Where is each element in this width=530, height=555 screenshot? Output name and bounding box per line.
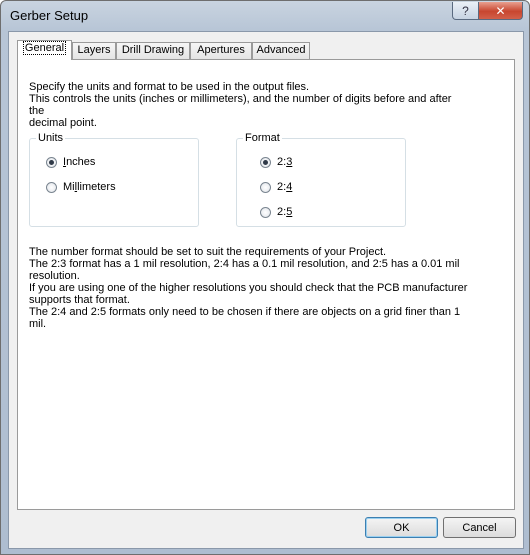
dialog-client-area <box>8 31 524 549</box>
radio-checked-icon <box>46 157 57 168</box>
intro-line: Specify the units and format to be used in the output files. <box>29 81 310 93</box>
format-group <box>236 132 406 227</box>
note-line: The 2:3 format has a 1 mil resolution, 2:4 has a 0.1 mil resolution, and 2:5 has a 0.01 mil <box>29 258 460 270</box>
units-millimeters-label: Millimeters <box>63 181 116 193</box>
radio-unchecked-icon <box>46 182 57 193</box>
close-button[interactable] <box>478 2 523 20</box>
note-line: The 2:4 and 2:5 formats only need to be chosen if there are objects on a grid finer than 1 <box>29 306 461 318</box>
format-2-4-label: 2:4 <box>277 181 293 193</box>
units-group <box>29 132 199 227</box>
intro-line: decimal point. <box>29 117 97 129</box>
note-line: supports that format. <box>29 294 130 306</box>
general-tab-panel <box>17 59 515 510</box>
format-2-5-radio[interactable] <box>260 205 292 219</box>
radio-unchecked-icon <box>260 207 271 218</box>
radio-checked-icon <box>260 157 271 168</box>
note-line: mil. <box>29 318 47 330</box>
ok-button[interactable]: OK <box>365 517 438 538</box>
window-title: Gerber Setup <box>10 8 89 23</box>
close-icon: ✕ <box>495 3 506 18</box>
format-2-3-radio[interactable] <box>260 155 292 169</box>
note-line: If you are using one of the higher resolutions you should check that the PCB manufacturer <box>29 282 468 294</box>
note-line: The number format should be set to suit the requirements of your Project. <box>29 246 387 258</box>
tab-layers[interactable]: Layers <box>72 42 116 59</box>
units-group-label: Units <box>38 132 64 144</box>
tab-drill-drawing[interactable]: Drill Drawing <box>116 42 190 59</box>
intro-text <box>29 81 469 129</box>
format-2-4-radio[interactable] <box>260 180 292 194</box>
tab-advanced[interactable]: Advanced <box>252 42 310 59</box>
tab-apertures[interactable]: Apertures <box>190 42 252 59</box>
help-button[interactable] <box>452 2 479 20</box>
intro-line: This controls the units (inches or millimeters), and the number of digits before and after the <box>29 93 452 117</box>
note-line: resolution. <box>29 270 80 282</box>
format-2-3-label: 2:3 <box>277 156 293 168</box>
units-inches-radio[interactable] <box>46 155 95 169</box>
format-group-label: Format <box>245 132 280 144</box>
radio-unchecked-icon <box>260 182 271 193</box>
units-millimeters-radio[interactable] <box>46 180 116 194</box>
format-notes-text <box>29 246 469 330</box>
help-icon: ? <box>462 3 469 18</box>
format-2-5-label: 2:5 <box>277 206 293 218</box>
units-inches-label: Inches <box>63 156 96 168</box>
title-bar <box>1 1 529 31</box>
tab-general[interactable]: General <box>17 40 72 60</box>
cancel-button[interactable]: Cancel <box>443 517 516 538</box>
